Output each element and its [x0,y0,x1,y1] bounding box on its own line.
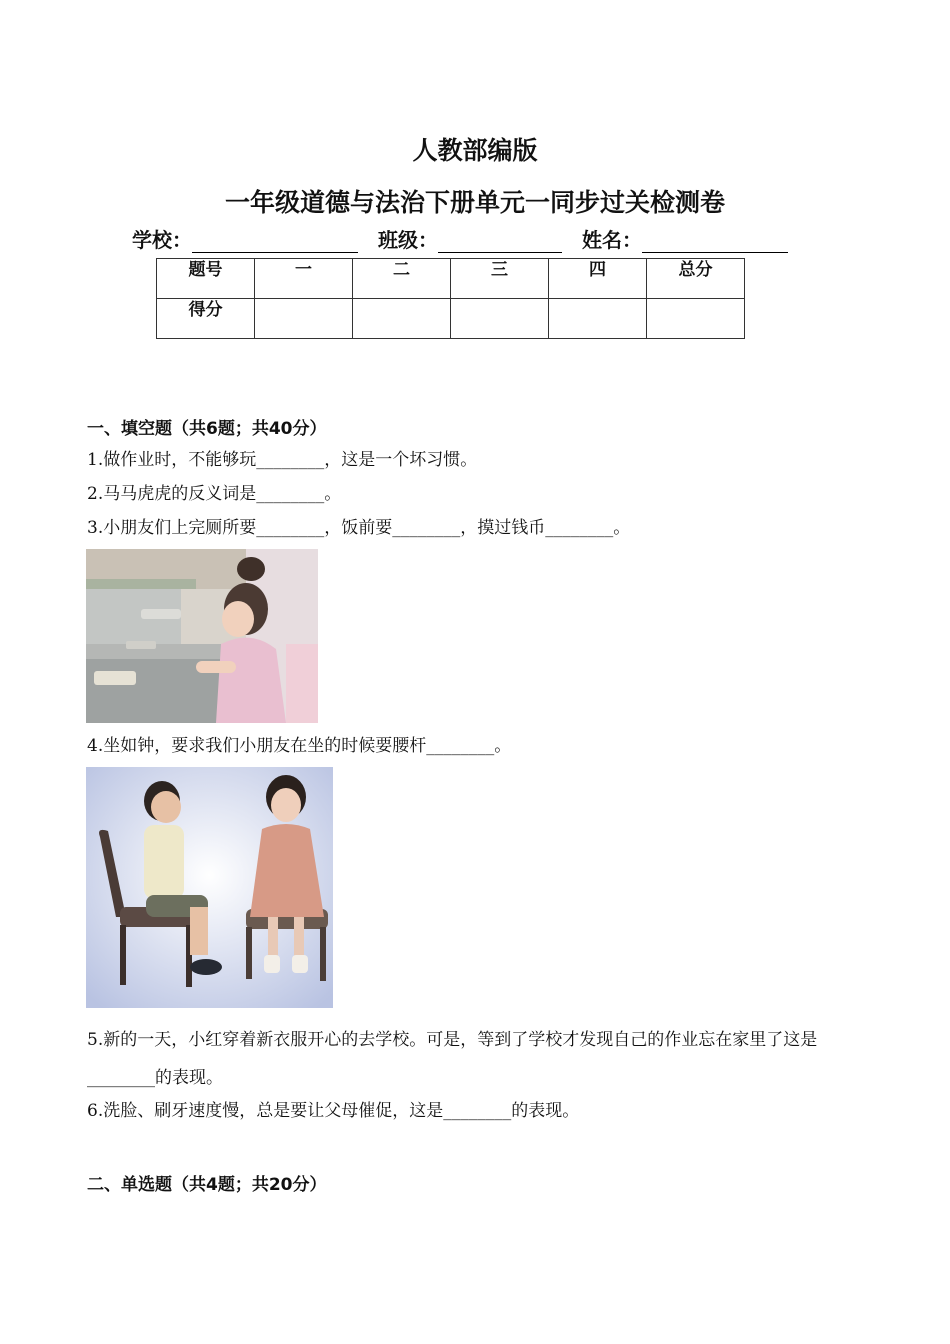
section2-heading: 二、单选题（共4题；共20分） [87,1175,327,1195]
document-title: 人教部编版 [412,136,538,165]
class-blank[interactable] [438,232,562,253]
document-subtitle: 一年级道德与法治下册单元一同步过关检测卷 [224,188,725,217]
table-cell: 四 [549,259,647,299]
question-1: 1.做作业时，不能够玩________，这是一个坏习惯。 [87,450,478,470]
question-4: 4.坐如钟，要求我们小朋友在坐的时候要腰杆________。 [87,736,512,756]
score-cell[interactable] [353,299,451,339]
table-cell: 一 [255,259,353,299]
question-2: 2.马马虎虎的反义词是________。 [87,484,342,504]
score-cell[interactable] [549,299,647,339]
name-blank[interactable] [642,232,788,253]
table-cell: 得分 [157,299,255,339]
handwashing-photo [86,549,318,723]
score-cell[interactable] [255,299,353,339]
score-cell[interactable] [647,299,745,339]
name-label: 姓名： [582,228,642,252]
table-cell: 总分 [647,259,745,299]
student-info-line [132,224,808,253]
school-blank[interactable] [192,232,358,253]
score-table-score-row [157,299,745,339]
class-label: 班级： [378,228,438,252]
handwashing-illustration [86,549,318,723]
school-label: 学校： [132,228,192,252]
sitting-posture-illustration [86,767,333,1008]
table-cell: 三 [451,259,549,299]
score-table [156,258,745,339]
section1-heading: 一、填空题（共6题；共40分） [87,419,327,439]
score-table-header-row [157,259,745,299]
question-3: 3.小朋友们上完厕所要________，饭前要________，摸过钱币________。 [87,518,631,538]
score-cell[interactable] [451,299,549,339]
sitting-posture-photo [86,767,333,1008]
question-5: 5.新的一天，小红穿着新衣服开心的去学校。可是，等到了学校才发现自己的作业忘在家里了这是________的表现。 [87,1030,818,1088]
table-cell: 题号 [157,259,255,299]
question-6: 6.洗脸、刷牙速度慢，总是要让父母催促，这是________的表现。 [87,1101,580,1121]
table-cell: 二 [353,259,451,299]
